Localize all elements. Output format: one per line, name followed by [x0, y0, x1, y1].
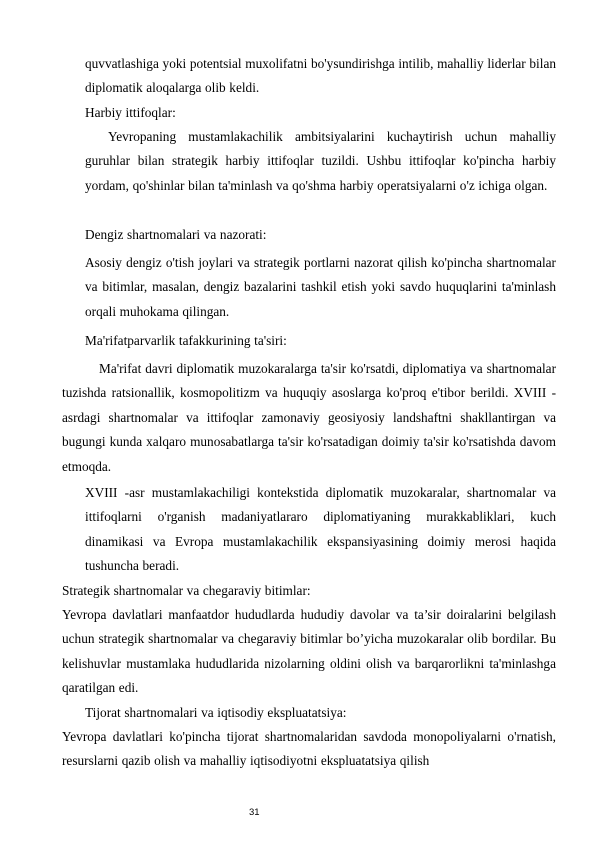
paragraph-military-alliances: Yevropaning mustamlakachilik ambitsiyalarini kuchaytirish uchun mahalliy guruhlar bilan strategik harbiy ittifoqlar tuzildi. Ushbu ittifoqlar ko'pincha harbiy yordam, qo'shinlar bilan ta'minlash va qo'shma harbiy operatsiyalarni o'z ichiga olgan.: [85, 129, 556, 193]
paragraph-enlightenment: Ma'rifat davri diplomatik muzokaralarga ta'sir ko'rsatdi, diplomatiya va shartnomalar tuzishda ratsionallik, kosmopolitizm va huquqiy asoslarga ko'proq e'tibor berildi. XVIII -asrdagi shartnomalar va ittifoqlar zamonaviy geosiyosiy landshaftni shakllantirgan va bugungi kunda xalqaro munosabatlarga ta'sir ko'rsatadigan doimiy ta'sir ko'rsatishda davom etmoqda.: [62, 361, 556, 474]
paragraph-strategic-treaties: Yevropa davlatlari manfaatdor hududlarda hududiy davolar va ta’sir doiralarini belgilash uchun strategik shartnomalar va chegaraviy bitimlar bo’yicha muzokaralar olib bordilar. Bu kelishuvlar mustamlaka hududlarida nizolarning oldini olish va barqarorlikni ta'minlashga qaratilgan edi.: [62, 607, 556, 696]
heading-strategic-treaties: Strategik shartnomalar va chegaraviy bitimlar:: [62, 583, 311, 598]
paragraph-commercial-treaties: Yevropa davlatlari ko'pincha tijorat shartnomalaridan savdoda monopoliyalarni o'rnatish, resurslarni qazib olish va mahalliy iqtisodiyotni ekspluatatsiya qilish: [62, 729, 556, 769]
heading-naval-treaties: Dengiz shartnomalari va nazorati:: [85, 227, 267, 242]
heading-enlightenment: Ma'rifatparvarlik tafakkurining ta'siri:: [85, 333, 287, 348]
paragraph-xviii-century: XVIII -asr mustamlakachiligi kontekstida diplomatik muzokaralar, shartnomalar va ittifoqlarni o'rganish madaniyatlararo diplomatiyaning murakkabliklari, kuch dinamikasi va Evropa mustamlakachilik ekspansiyasining doimiy merosi haqida tushuncha beradi.: [85, 485, 556, 574]
page-number: 31: [249, 807, 260, 818]
heading-commercial-treaties: Tijorat shartnomalari va iqtisodiy ekspluatatsiya:: [85, 705, 347, 720]
paragraph-naval-treaties: Asosiy dengiz o'tish joylari va strategik portlarni nazorat qilish ko'pincha shartnomalar va bitimlar, masalan, dengiz bazalarini tashkil etish yoki savdo huquqlarini ta'minlash orqali muhokama qilingan.: [85, 255, 556, 319]
heading-military-alliances: Harbiy ittifoqlar:: [85, 105, 176, 120]
paragraph-continuation: quvvatlashiga yoki potentsial muxolifatni bo'ysundirishga intilib, mahalliy liderlar bilan diplomatik aloqalarga olib keldi.: [85, 56, 556, 96]
